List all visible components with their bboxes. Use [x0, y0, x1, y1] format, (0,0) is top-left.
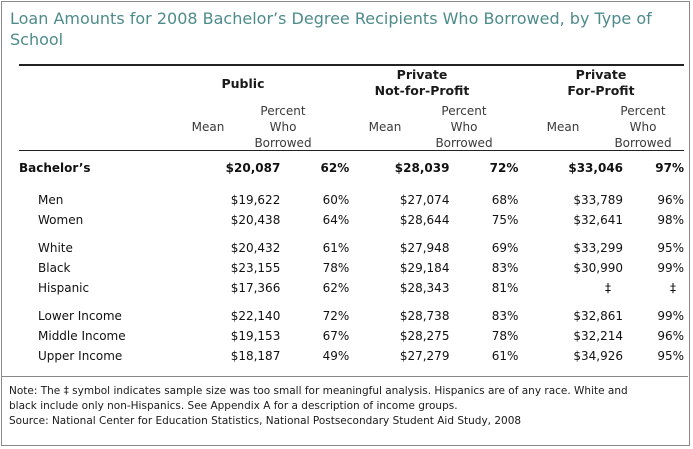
cell-fp-mean: $32,641 — [573, 213, 624, 227]
row-label: Men — [38, 193, 64, 207]
row-label: Black — [38, 261, 71, 275]
row-label: Bachelor’s — [19, 161, 91, 175]
group-fp-line2: For-Profit — [567, 83, 635, 98]
note-line2: black include only non-Hispanics. See Appendix A for a description of income groups. — [9, 400, 458, 412]
cell-fp-pct: 96% — [657, 329, 684, 343]
header-top-rule — [19, 64, 684, 66]
spacer-row — [19, 230, 684, 238]
cell-nfp-pct: 61% — [491, 349, 519, 363]
cell-nfp-mean: $27,074 — [399, 193, 450, 207]
group-header-public — [213, 76, 273, 92]
cell-public-mean: $20,432 — [230, 241, 281, 255]
cell-nfp-mean: $27,948 — [399, 241, 450, 255]
cell-fp-pct: 99% — [657, 261, 684, 275]
cell-nfp-mean: $28,343 — [399, 281, 450, 295]
table-row — [19, 306, 684, 326]
subheader-nfp-pct-line3: Borrowed — [435, 136, 493, 150]
cell-nfp-pct: 83% — [491, 309, 519, 323]
cell-public-mean: $18,187 — [230, 349, 281, 363]
table-row — [19, 238, 684, 258]
table-row — [19, 210, 684, 230]
row-label: Middle Income — [38, 329, 126, 343]
cell-fp-pct: 95% — [657, 349, 684, 363]
table-row — [19, 158, 684, 178]
cell-fp-pct: 97% — [655, 161, 684, 175]
cell-public-mean: $19,622 — [230, 193, 281, 207]
subheader-fp-pct-line1: Percent — [620, 104, 666, 118]
cell-public-mean: $23,155 — [230, 261, 281, 275]
cell-fp-mean: $32,214 — [573, 329, 624, 343]
subheader-nfp-percent — [431, 103, 497, 151]
cell-nfp-pct: 69% — [491, 241, 519, 255]
note-line1: Note: The ‡ symbol indicates sample size was too small for meaningful analysis. Hispanics are of any race. White and — [9, 385, 628, 397]
header-bottom-rule — [19, 150, 684, 151]
cell-fp-mean: $32,861 — [573, 309, 624, 323]
cell-nfp-mean: $28,039 — [394, 161, 450, 175]
row-label: White — [38, 241, 73, 255]
cell-fp-pct: 99% — [657, 309, 684, 323]
cell-nfp-mean: $28,738 — [399, 309, 450, 323]
cell-nfp-mean: $27,279 — [399, 349, 450, 363]
footnote — [9, 384, 685, 429]
spacer-row — [19, 298, 684, 306]
cell-fp-mean: $34,926 — [573, 349, 624, 363]
source-line: Source: National Center for Education Statistics, National Postsecondary Student Aid Study, 2008 — [9, 415, 522, 427]
subheader-public-mean: Mean — [191, 120, 225, 134]
subheader-nfp-mean: Mean — [368, 120, 402, 134]
cell-nfp-pct: 75% — [491, 213, 519, 227]
cell-fp-pct: 98% — [657, 213, 684, 227]
cell-public-mean: $19,153 — [230, 329, 281, 343]
spacer-row — [19, 178, 684, 190]
cell-public-mean: $22,140 — [230, 309, 281, 323]
cell-fp-pct: 96% — [657, 193, 684, 207]
loan-table — [19, 158, 684, 366]
cell-nfp-pct: 78% — [491, 329, 519, 343]
cell-public-pct: 67% — [322, 329, 350, 343]
cell-public-mean: $20,438 — [230, 213, 281, 227]
cell-nfp-mean: $28,644 — [399, 213, 450, 227]
row-label: Women — [38, 213, 84, 227]
cell-nfp-pct: 83% — [491, 261, 519, 275]
group-nfp-line1: Private — [396, 67, 448, 82]
cell-nfp-pct: 81% — [491, 281, 519, 295]
group-header-private-nfp — [352, 67, 492, 99]
table-row — [19, 346, 684, 366]
cell-public-pct: 60% — [322, 193, 350, 207]
subheader-fp-pct-line3: Borrowed — [614, 136, 672, 150]
subheader-public-pct-line1: Percent — [260, 104, 306, 118]
cell-public-mean: $17,366 — [230, 281, 281, 295]
cell-fp-mean: $33,299 — [573, 241, 624, 255]
group-public-line1: Public — [221, 76, 265, 91]
group-header-private-fp — [531, 67, 671, 99]
cell-public-pct: 62% — [322, 281, 350, 295]
footer-rule — [1, 376, 688, 377]
row-label: Lower Income — [38, 309, 122, 323]
subheader-fp-percent — [610, 103, 676, 151]
table-row — [19, 190, 684, 210]
cell-fp-mean: $33,789 — [573, 193, 624, 207]
subheader-public-pct-line3: Borrowed — [254, 136, 312, 150]
subheader-public-percent — [250, 103, 316, 151]
cell-public-pct: 72% — [322, 309, 350, 323]
table-row — [19, 258, 684, 278]
figure-title: Loan Amounts for 2008 Bachelor’s Degree Recipients Who Borrowed, by Type of School — [10, 9, 652, 49]
cell-public-pct: 49% — [322, 349, 350, 363]
cell-nfp-pct: 68% — [491, 193, 519, 207]
cell-nfp-mean: $29,184 — [399, 261, 450, 275]
row-label: Hispanic — [38, 281, 90, 295]
cell-public-pct: 62% — [320, 161, 350, 175]
group-nfp-line2: Not-for-Profit — [374, 83, 470, 98]
cell-fp-mean: ‡ — [605, 281, 612, 295]
subheader-nfp-pct-line2: Who — [450, 120, 478, 134]
cell-fp-pct: ‡ — [670, 281, 676, 295]
cell-fp-mean: $30,990 — [573, 261, 624, 275]
cell-nfp-mean: $28,275 — [399, 329, 450, 343]
cell-public-pct: 78% — [322, 261, 350, 275]
cell-fp-mean: $33,046 — [568, 161, 624, 175]
cell-fp-pct: 95% — [657, 241, 684, 255]
row-label: Upper Income — [38, 349, 123, 363]
cell-public-pct: 61% — [322, 241, 350, 255]
cell-public-mean: $20,087 — [225, 161, 281, 175]
group-fp-line1: Private — [575, 67, 627, 82]
cell-public-pct: 64% — [322, 213, 350, 227]
subheader-nfp-pct-line1: Percent — [441, 104, 487, 118]
table-row — [19, 278, 684, 298]
cell-nfp-pct: 72% — [489, 161, 519, 175]
subheader-fp-mean: Mean — [546, 120, 580, 134]
subheader-fp-pct-line2: Who — [629, 120, 657, 134]
subheader-public-pct-line2: Who — [269, 120, 297, 134]
table-row — [19, 326, 684, 346]
